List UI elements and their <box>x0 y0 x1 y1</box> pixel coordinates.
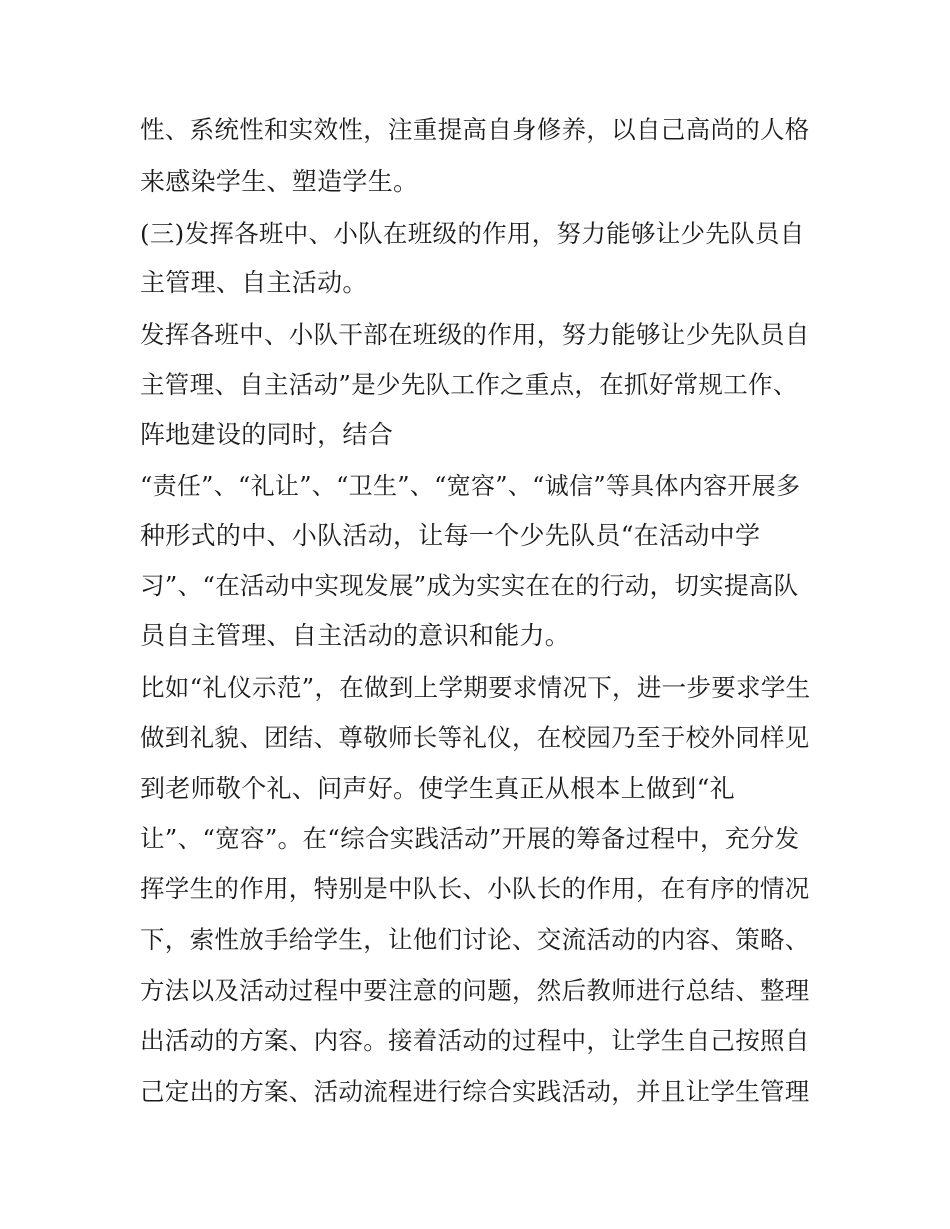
text-line: “责任”、“礼让”、“卫生”、“宽容”、“诚信”等具体内容开展多 <box>140 472 801 500</box>
text-line: 阵地建设的同时，结合 <box>140 420 394 449</box>
text-line: 出活动的方案、内容。接着活动的过程中，让学生自己按照自 <box>140 1026 810 1055</box>
text-line: 习”、“在活动中实现发展”成为实实在在的行动，切实提高队 <box>140 571 799 600</box>
text-line: 比如“礼仪示范”，在做到上学期要求情况下，进一步要求学生 <box>140 673 811 702</box>
text-line: 做到礼貌、团结、尊敬师长等礼仪，在校园乃至于校外同样见 <box>140 723 810 752</box>
text-line: 发挥各班中、小队干部在班级的作用，努力能够让少先队员自 <box>140 320 810 349</box>
text-line: 己定出的方案、活动流程进行综合实践活动，并且让学生管理 <box>140 1077 810 1106</box>
text-line: 种形式的中、小队活动，让每一个少先队员“在活动中学 <box>140 521 761 550</box>
text-line: 下，索性放手给学生，让他们讨论、交流活动的内容、策略、 <box>140 925 810 954</box>
text-line: 主管理、自主活动”是少先队工作之重点，在抓好常规工作、 <box>140 370 798 399</box>
text-line: 性、系统性和实效性，注重提高自身修养，以自己高尚的人格 <box>140 115 810 144</box>
text-line: 到老师敬个礼、问声好。使学生真正从根本上做到“礼 <box>140 774 735 803</box>
text-line: 员自主管理、自主活动的意识和能力。 <box>140 621 571 650</box>
text-line: 来感染学生、塑造学生。 <box>140 167 419 196</box>
text-line: 挥学生的作用，特别是中队长、小队长的作用，在有序的情况 <box>140 874 810 903</box>
text-line: (三)发挥各班中、小队在班级的作用，努力能够让少先队员自 <box>140 219 805 248</box>
text-line: 让”、“宽容”。在“综合实践活动”开展的筹备过程中，充分发 <box>140 824 800 853</box>
text-line: 方法以及活动过程中要注意的问题，然后教师进行总结、整理 <box>140 976 810 1005</box>
text-line: 主管理、自主活动。 <box>140 268 368 297</box>
